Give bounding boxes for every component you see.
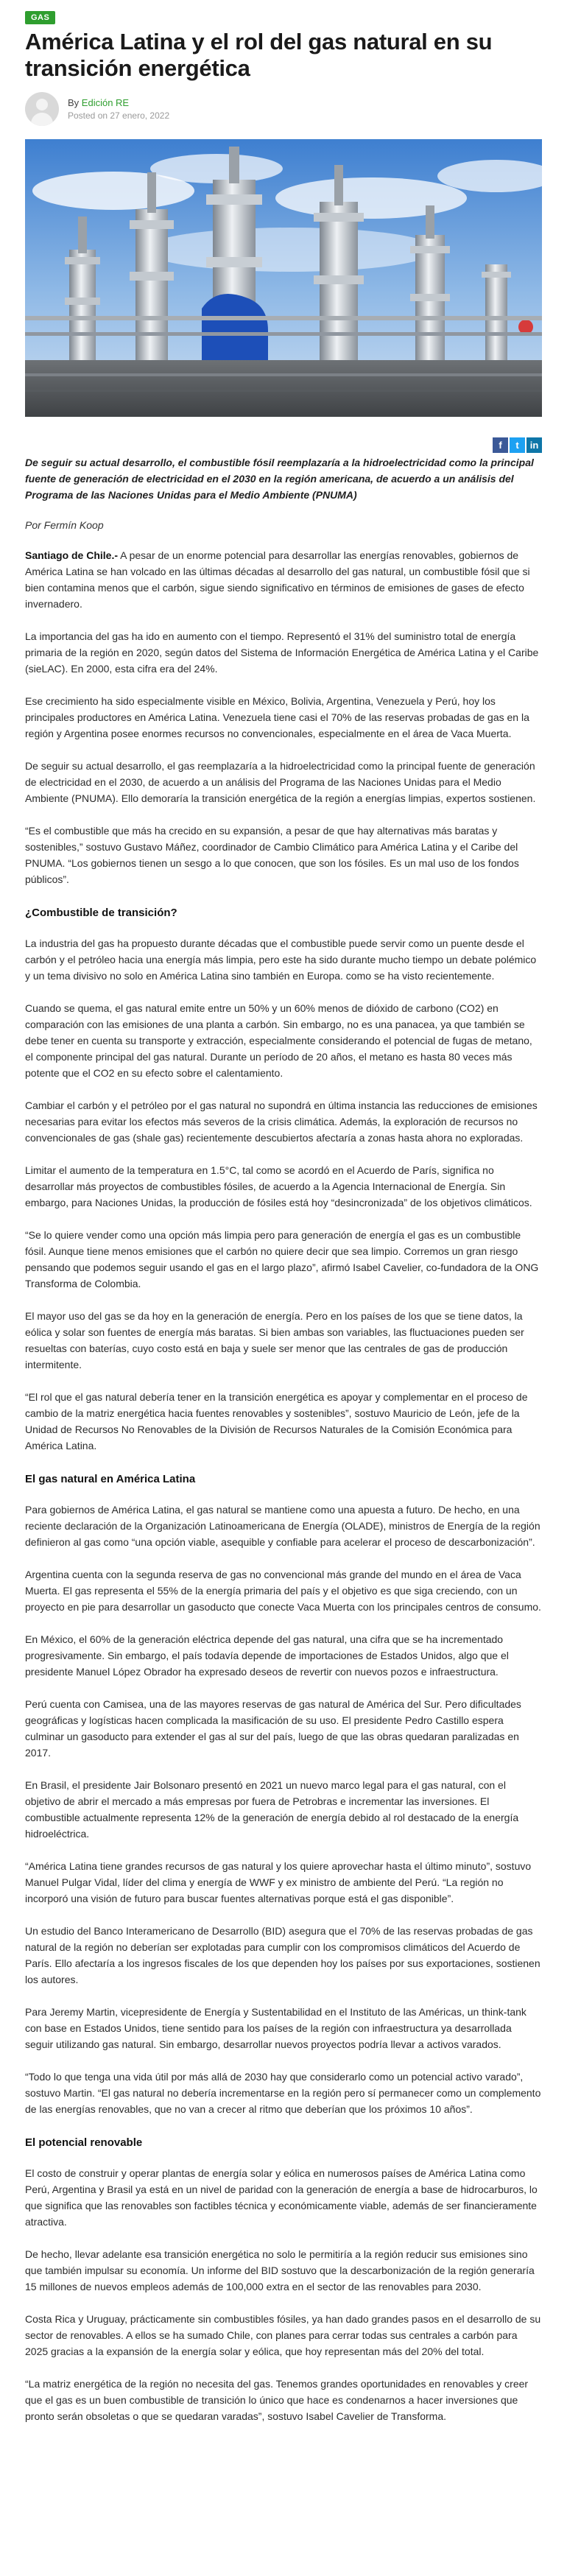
author-link[interactable]: Edición RE	[81, 97, 130, 108]
paragraph: Para gobiernos de América Latina, el gas natural se mantiene como una apuesta a futuro. De hecho, en una reciente declaración de la Organización Latinoamericana de Energía (OLADE), ministros de Energía de la región definieron al gas como “una opción viable, asequible y confiable para acelerar el proceso de descarbonización”.	[25, 1504, 540, 1548]
linkedin-share-icon[interactable]: in	[526, 437, 542, 453]
dateline: Santiago de Chile.-	[25, 549, 119, 561]
section-heading: El potencial renovable	[25, 2136, 143, 2149]
gas-plant-photo	[25, 139, 542, 417]
section-heading: El gas natural en América Latina	[25, 1473, 196, 1485]
category-tag[interactable]: GAS	[25, 11, 55, 24]
paragraph: Para Jeremy Martin, vicepresidente de Energía y Sustentabilidad en el Instituto de las Américas, un think-tank con base en Estados Unidos, tiene sentido para los países de la región con infraestructura ya desarrollada seguir utilizando gas natural. Sin embargo, desarrollar nuevos proyectos podría llevar a activos varados.	[25, 2006, 526, 2050]
hero-image	[25, 139, 542, 417]
paragraph: La importancia del gas ha ido en aumento con el tiempo. Representó el 31% del suministro total de energía primaria de la región en 2020, según datos del Sistema de Información Energética de América Latina y el Caribe (sieLAC). En 2000, esta cifra era del 24%.	[25, 630, 539, 675]
posted-date: Posted on 27 enero, 2022	[68, 110, 170, 121]
article-author: Por Fermín Koop	[25, 519, 104, 531]
twitter-share-icon[interactable]: t	[510, 437, 525, 453]
article-lead: De seguir su actual desarrollo, el combustible fósil reemplazaría a la hidroelectricidad como la principal fuente de generación de electricidad en el 2030 en la región americana, de acuerdo a un análisis del Programa de las Naciones Unidas para el Medio Ambiente (PNUMA)	[25, 457, 534, 501]
paragraph: “La matriz energética de la región no necesita del gas. Tenemos grandes oportunidades en renovables y creer que el gas es un buen combustible de transición lo único que hace es condenarnos a hacer inversiones que pronto serán obsoletas o que se quedaran varadas”, sostuvo Isabel Cavelier de Transforma.	[25, 2378, 529, 2422]
paragraph: De hecho, llevar adelante esa transición energética no solo le permitiría a la región reducir sus emisiones sino que también impulsar su economía. Un informe del BID sostuvo que la descarbonización de la región generaría 15 millones de nuevos empleos además de 100,000 extra en el sector de las renovables para 2030.	[25, 2248, 535, 2292]
by-prefix: By	[68, 97, 80, 108]
article-title: América Latina y el rol del gas natural en su transición energética	[25, 29, 493, 81]
paragraph: Santiago de Chile.- A pesar de un enorme potencial para desarrollar las energías renovables, gobiernos de América Latina se han volcado en las últimas décadas al desarrollo del gas natural, un combustible fósil que si bien contamina menos que el carbón, sigue siendo significativo en términos de emisiones de gases de efecto invernadero.	[25, 549, 530, 610]
paragraph: Un estudio del Banco Interamericano de Desarrollo (BID) asegura que el 70% de las reservas probadas de gas natural de la región no deberían ser explotadas para cumplir con los compromisos climáticos del Acuerdo de París. Ello afectaría a los ingresos fiscales de los que dependen hoy los países por sus exportaciones, sostienen los autores.	[25, 1925, 540, 1985]
byline	[25, 92, 542, 126]
paragraph: Argentina cuenta con la segunda reserva de gas no convencional más grande del mundo en el área de Vaca Muerta. El gas representa el 55% de la energía primaria del país y el objetivo es que siga creciendo, con un proyecto en pie para desarrollar un gasoducto que conecte Vaca Muerta con los principales centros de consumo.	[25, 1569, 541, 1613]
paragraph: Limitar el aumento de la temperatura en 1.5°C, tal como se acordó en el Acuerdo de París, significa no desarrollar más proyectos de combustibles fósiles, de acuerdo a la Agencia Internacional de Energía. Sin embargo, para Naciones Unidas, la producción de fósiles está hoy “desincronizada” de los objetivos climáticos.	[25, 1164, 532, 1208]
facebook-share-icon[interactable]: f	[493, 437, 508, 453]
share-bar	[25, 437, 542, 453]
paragraph: En Brasil, el presidente Jair Bolsonaro presentó en 2021 un nuevo marco legal para el gas natural, con el objetivo de abrir el mercado a más empresas por fuera de Petrobras e incrementar las inversiones. El combustible actualmente representa 12% de la generación de energía debido al rol destacado de la energía hidroeléctrica.	[25, 1779, 519, 1840]
paragraph: “El rol que el gas natural debería tener en la transición energética es apoyar y complementar en el proceso de cambio de la matriz energética hacia fuentes renovables y sostenibles”, sostuvo Mauricio de León, jefe de la Unidad de Recursos No Renovables de la División de Recursos Naturales de la Comisión Económica para América Latina.	[25, 1391, 528, 1451]
paragraph: El mayor uso del gas se da hoy en la generación de energía. Pero en los países de los que se tiene datos, la eólica y solar son fuentes de energía más baratas. Si bien ambas son variables, las fluctuaciones pueden ser resueltas con baterías, cuyo costo está en baja y suele ser menor que las centrales de gas de producción intermitente.	[25, 1310, 524, 1370]
paragraph: En México, el 60% de la generación eléctrica depende del gas natural, una cifra que se ha incrementado progresivamente. Sin embargo, el país todavía depende de importaciones de Estados Unidos, algo que el presidente Manuel López Obrador ha expresado deseos de revertir con nuevos pozos e infraestructura.	[25, 1633, 509, 1678]
paragraph: Costa Rica y Uruguay, prácticamente sin combustibles fósiles, ya han dado grandes pasos en el desarrollo de su sector de renovables. A ellos se ha sumado Chile, con planes para cerrar todas sus centrales a carbón para 2025 gracias a la expansión de la energía solar y eólica, que hoy representan más del 20% del total.	[25, 2313, 541, 2357]
avatar	[25, 92, 59, 126]
paragraph: “Todo lo que tenga una vida útil por más allá de 2030 hay que considerarlo como un potencial activo varado”, sostuvo Martin. “El gas natural no debería incrementarse en la región pero sí permanecer como un complemento de las energías renovables, que no van a crecer al ritmo que deberían que los próximos 10 años”.	[25, 2071, 541, 2115]
paragraph: La industria del gas ha propuesto durante décadas que el combustible puede servir como un puente desde el carbón y el petróleo hacia una energía más limpia, pero este ha sido durante mucho tiempo un debate polémico y un tema divisivo no solo en América Latina sino también en Europa. como se ha visto recientemente.	[25, 937, 537, 982]
section-heading: ¿Combustible de transición?	[25, 907, 177, 919]
paragraph: “Es el combustible que más ha crecido en su expansión, a pesar de que hay alternativas más baratas y sostenibles,” sostuvo Gustavo Máñez, coordinador de Cambio Climático para América Latina y el Caribe del PNUMA. “Los gobiernos tienen un sesgo a lo que conocen, que son los fósiles. Es un mal uso de los fondos públicos”.	[25, 825, 519, 885]
byline-author	[68, 97, 169, 108]
paragraph: Cambiar el carbón y el petróleo por el gas natural no supondrá en última instancia las reducciones de emisiones necesarias para evitar los efectos más severos de la crisis climática. Además, la exploración de recursos no convencionales de gas (shale gas) recientemente descubiertos afectaría a zonas hasta ahora no exploradas.	[25, 1099, 538, 1144]
paragraph: Cuando se quema, el gas natural emite entre un 50% y un 60% menos de dióxido de carbono (CO2) en comparación con las emisiones de una planta a carbón. Sin embargo, no es una panacea, ya que también se debe tener en cuenta su transporte y extracción, especialmente considerando el potencial de fugas de metano, el componente principal del gas natural. Durante un período de 20 años, el metano es hasta 80 veces más potente que el CO2 en su efecto sobre el calentamiento.	[25, 1002, 532, 1079]
paragraph: Perú cuenta con Camisea, una de las mayores reservas de gas natural de América del Sur. Pero dificultades geográficas y logísticas hacen complicada la masificación de su uso. El presidente Pedro Castillo espera culminar un gasoducto para extender el gas al sur del país, luego de que las obras quedaran paralizadas en 2017.	[25, 1698, 521, 1759]
paragraph: Ese crecimiento ha sido especialmente visible en México, Bolivia, Argentina, Venezuela y Perú, hoy los principales productores en América Latina. Venezuela tiene casi el 70% de las reservas probadas de gas en la región y Argentina posee enormes recursos no convencionales, especialmente en el área de Vaca Muerta.	[25, 695, 529, 739]
paragraph: “Se lo quiere vender como una opción más limpia pero para generación de energía el gas es un combustible fósil. Aunque tiene menos emisiones que el carbón no quiere decir que sea limpio. Corremos un gran riesgo pensando que podemos seguir usando el gas en el largo plazo”, afirmó Isabel Cavelier, co-fundadora de la ONG Transforma de Colombia.	[25, 1229, 539, 1289]
paragraph: El costo de construir y operar plantas de energía solar y eólica en numerosos países de América Latina como Perú, Argentina y Brasil ya está en un nivel de paridad con la generación de energía a base de hidrocarburos, lo que significa que las renovables son factibles técnica y económicamente viable, además de ser financieramente atractiva.	[25, 2167, 538, 2228]
paragraph: De seguir su actual desarrollo, el gas reemplazaría a la hidroelectricidad como la principal fuente de generación de electricidad en el 2030, de acuerdo a un análisis del Programa de las Naciones Unidas para el Medio Ambiente (PNUMA). Ello demoraría la transición energética de la región a energías limpias, expertos sostienen.	[25, 760, 536, 804]
paragraph: “América Latina tiene grandes recursos de gas natural y los quiere aprovechar hasta el último minuto”, sostuvo Manuel Pulgar Vidal, líder del clima y energía de WWF y ex ministro de ambiente del Perú. “La región no incorporó una visión de futuro para buscar fuentes alternativas porque está el gas disponible”.	[25, 1860, 532, 1904]
